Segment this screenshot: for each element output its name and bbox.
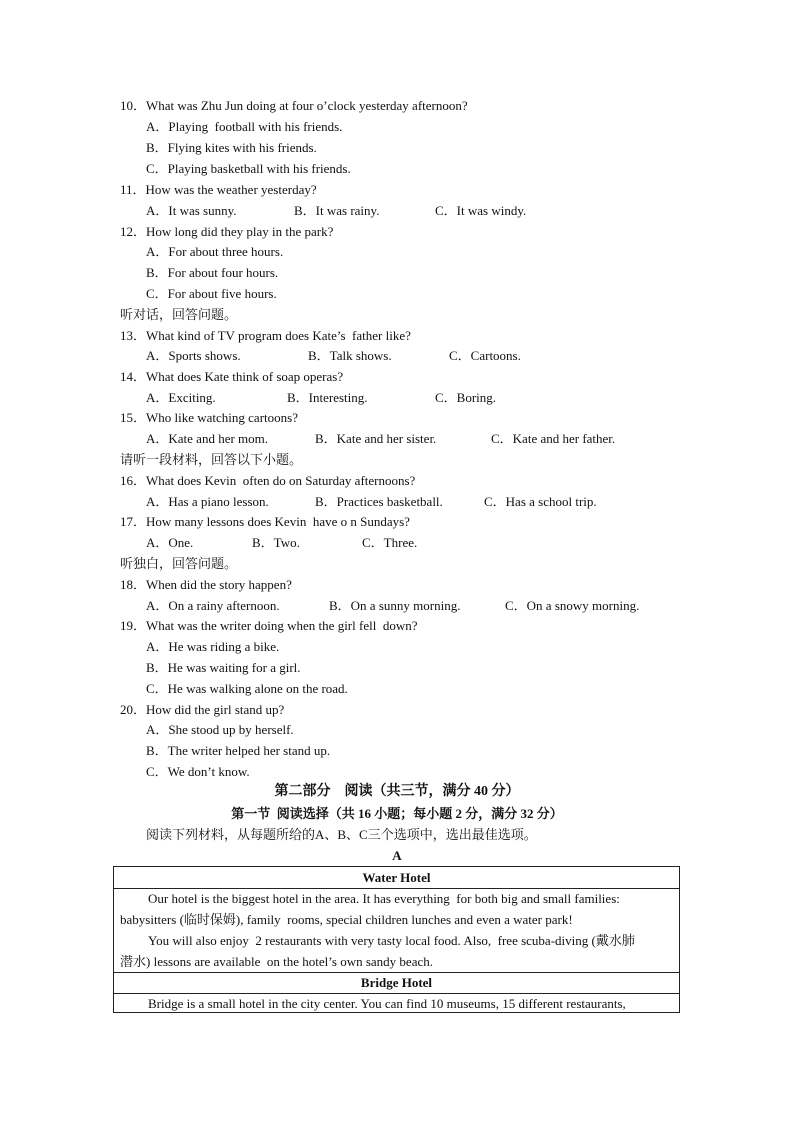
q11-option-c: C．It was windy.	[435, 203, 527, 218]
q10-option-c: C．Playing basketball with his friends.	[146, 161, 351, 176]
q13-option-c: C．Cartoons.	[449, 348, 521, 363]
instruction-monologue: 听独白，回答问题。	[120, 556, 238, 571]
divider	[114, 993, 679, 994]
bridge-hotel-text: Bridge is a small hotel in the city center. You can find 10 museums, 15 different restaurants,	[148, 996, 626, 1011]
q18-option-a: A．On a rainy afternoon.	[146, 598, 280, 613]
q19-option-c: C．He was walking alone on the road.	[146, 681, 348, 696]
q12-option-b: B．For about four hours.	[146, 265, 279, 280]
passage-label: A	[392, 848, 402, 863]
q20-option-c: C．We don’t know.	[146, 764, 250, 779]
water-hotel-text: 潜水) lessons are available on the hotel’s own sandy beach.	[120, 954, 433, 969]
question-13: 13．What kind of TV program does Kate’s father like?	[120, 328, 411, 343]
instruction-dialogue: 听对话，回答问题。	[120, 307, 238, 322]
water-hotel-text: You will also enjoy 2 restaurants with very tasty local food. Also, free scuba-diving (戴水肺	[148, 933, 635, 948]
q16-option-b: B．Practices basketball.	[315, 494, 443, 509]
q10-option-b: B．Flying kites with his friends.	[146, 140, 317, 155]
water-hotel-text: Our hotel is the biggest hotel in the area. It has everything for both big and small families:	[148, 891, 620, 906]
question-15: 15．Who like watching cartoons?	[120, 410, 298, 425]
reading-directions: 阅读下列材料，从每题所给的A、B、C三个选项中，选出最佳选项。	[146, 827, 537, 842]
section-subtitle: 第一节 阅读选择（共 16 小题；每小题 2 分，满分 32 分）	[231, 806, 563, 821]
question-12: 12．How long did they play in the park?	[120, 224, 334, 239]
question-11: 11．How was the weather yesterday?	[120, 182, 317, 197]
q18-option-b: B．On a sunny morning.	[329, 598, 461, 613]
water-hotel-text: babysitters (临时保姆), family rooms, special children lunches and even a water park!	[120, 912, 573, 927]
q19-option-a: A．He was riding a bike.	[146, 639, 280, 654]
q10-option-a: A．Playing football with his friends.	[146, 119, 343, 134]
q18-option-c: C．On a snowy morning.	[505, 598, 640, 613]
q14-option-a: A．Exciting.	[146, 390, 216, 405]
question-10: 10．What was Zhu Jun doing at four o’clock yesterday afternoon?	[120, 98, 468, 113]
q16-option-c: C．Has a school trip.	[484, 494, 597, 509]
question-16: 16．What does Kevin often do on Saturday afternoons?	[120, 473, 416, 488]
question-20: 20．How did the girl stand up?	[120, 702, 285, 717]
divider	[114, 888, 679, 889]
question-14: 14．What does Kate think of soap operas?	[120, 369, 344, 384]
q14-option-c: C．Boring.	[435, 390, 497, 405]
q17-option-c: C．Three.	[362, 535, 418, 550]
q11-option-b: B．It was rainy.	[294, 203, 380, 218]
q12-option-c: C．For about five hours.	[146, 286, 277, 301]
q12-option-a: A．For about three hours.	[146, 244, 284, 259]
q14-option-b: B．Interesting.	[287, 390, 368, 405]
instruction-passage: 请听一段材料，回答以下小题。	[120, 452, 303, 467]
hotels-table	[113, 866, 680, 1013]
q15-option-b: B．Kate and her sister.	[315, 431, 437, 446]
q20-option-b: B．The writer helped her stand up.	[146, 743, 331, 758]
question-19: 19．What was the writer doing when the girl fell down?	[120, 618, 418, 633]
part-title: 第二部分 阅读（共三节，满分 40 分）	[274, 784, 520, 799]
q19-option-b: B．He was waiting for a girl.	[146, 660, 301, 675]
question-17: 17．How many lessons does Kevin have o n Sundays?	[120, 514, 410, 529]
q13-option-b: B．Talk shows.	[308, 348, 392, 363]
q17-option-a: A．One.	[146, 535, 194, 550]
bridge-hotel-title: Bridge Hotel	[360, 975, 433, 990]
water-hotel-title: Water Hotel	[362, 870, 431, 885]
q17-option-b: B．Two.	[252, 535, 300, 550]
q16-option-a: A．Has a piano lesson.	[146, 494, 269, 509]
q11-option-a: A．It was sunny.	[146, 203, 237, 218]
question-18: 18．When did the story happen?	[120, 577, 292, 592]
q15-option-a: A．Kate and her mom.	[146, 431, 269, 446]
divider	[114, 972, 679, 973]
q15-option-c: C．Kate and her father.	[491, 431, 616, 446]
q13-option-a: A．Sports shows.	[146, 348, 241, 363]
q20-option-a: A．She stood up by herself.	[146, 722, 294, 737]
